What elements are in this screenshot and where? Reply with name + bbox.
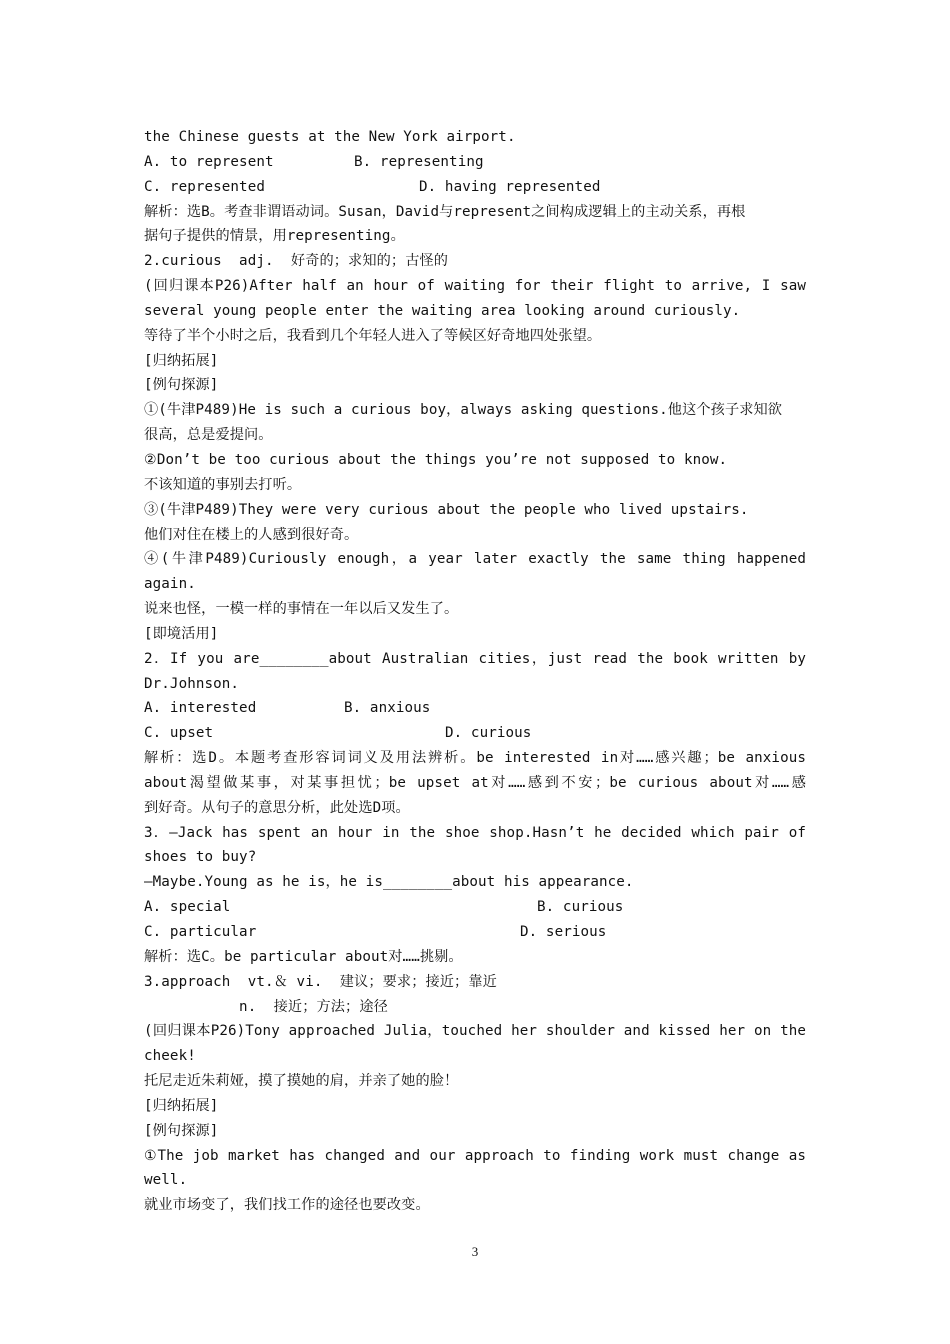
text-line: [即境活用] [144, 625, 219, 642]
text-line: the Chinese guests at the New York airport. [144, 129, 516, 145]
option-c: C. represented [144, 178, 265, 195]
text-line: 说来也怪，一模一样的事情在一年以后又发生了。 [144, 601, 459, 618]
option-c: C. particular [144, 924, 257, 940]
text-line: 解析：选D。本题考查形容词词义及用法辨析。be interested in对……感兴趣；be anxious [144, 750, 806, 767]
text-line: [例句探源] [144, 1122, 219, 1139]
text-line: ②Don’t be too curious about the things you’re not supposed to know. [144, 451, 728, 468]
options-row [144, 150, 806, 175]
text-line: shoes to buy? [144, 849, 257, 866]
option-a: A. special [144, 899, 231, 916]
options-row [144, 696, 806, 721]
text-line: 据句子提供的情景，用representing。 [144, 228, 405, 245]
options-row [144, 175, 806, 200]
text-line: 2．If you are________about Australian cities，just read the book written by [144, 650, 806, 667]
text-line: cheek! [144, 1048, 196, 1065]
text-line: 他们对住在楼上的人感到很好奇。 [144, 526, 359, 543]
text-line: Dr.Johnson. [144, 675, 240, 692]
text-line: (回归课本P26)After half an hour of waiting for their flight to arrive, I saw [144, 278, 806, 295]
text-line: —Maybe.Young as he is，he is________about his appearance. [144, 874, 634, 891]
option-d: D. curious [445, 725, 532, 742]
text-line: (回归课本P26)Tony approached Julia，touched her shoulder and kissed her on the [144, 1023, 806, 1040]
option-b: B. anxious [344, 700, 431, 717]
text-line: about渴望做某事，对某事担忧；be upset at对……感到不安；be curious about对……感 [144, 774, 806, 791]
options-row [144, 895, 806, 920]
options-row [144, 920, 806, 945]
text-line: again. [144, 576, 196, 593]
option-d: D. serious [520, 924, 607, 940]
text-line: several young people enter the waiting area looking around curiously. [144, 302, 741, 319]
text-line: 托尼走近朱莉娅，摸了摸她的肩，并亲了她的脸！ [144, 1073, 459, 1090]
text-line: ④(牛津P489)Curiously enough，a year later exactly the same thing happened [144, 551, 806, 568]
text-line: 就业市场变了，我们找工作的途径也要改变。 [144, 1197, 430, 1214]
text-line: [归纳拓展] [144, 1097, 219, 1114]
option-a: A. to represent [144, 153, 274, 170]
text-line: ①The job market has changed and our approach to finding work must change as [144, 1147, 806, 1164]
text-line: ③(牛津P489)They were very curious about the people who lived upstairs. [144, 501, 749, 518]
text-line: 很高，总是爱提问。 [144, 427, 273, 444]
option-c: C. upset [144, 725, 214, 742]
text-line: 2.curious adj. 好奇的；求知的；古怪的 [144, 253, 449, 270]
page-content [144, 125, 806, 1218]
text-line: [例句探源] [144, 377, 219, 394]
text-line: 解析：选B。考查非谓语动词。Susan，David与represent之间构成逻辑上的主动关系，再根 [144, 203, 746, 220]
text-line: [归纳拓展] [144, 352, 219, 369]
option-a: A. interested [144, 700, 257, 717]
text-line: 解析：选C。be particular about对……挑剔。 [144, 948, 463, 965]
option-d: D. having represented [419, 178, 601, 195]
page-number: 3 [471, 1244, 479, 1259]
text-line: 到好奇。从句子的意思分析，此处选D项。 [144, 799, 410, 816]
options-row [144, 721, 806, 746]
text-line: 3.approach vt.＆ vi. 建议；要求；接近；靠近 [144, 973, 497, 990]
text-line: well. [144, 1172, 188, 1189]
text-line: 不该知道的事别去打听。 [144, 476, 302, 493]
text-line: n. 接近；方法；途径 [144, 998, 388, 1015]
text-line: 3．—Jack has spent an hour in the shoe shop.Hasn’t he decided which pair of [144, 824, 806, 841]
text-line: 等待了半个小时之后，我看到几个年轻人进入了等候区好奇地四处张望。 [144, 327, 602, 344]
text-line: ①(牛津P489)He is such a curious boy，always asking questions.他这个孩子求知欲 [144, 402, 783, 419]
option-b: B. curious [537, 899, 624, 916]
option-b: B. representing [354, 153, 484, 170]
